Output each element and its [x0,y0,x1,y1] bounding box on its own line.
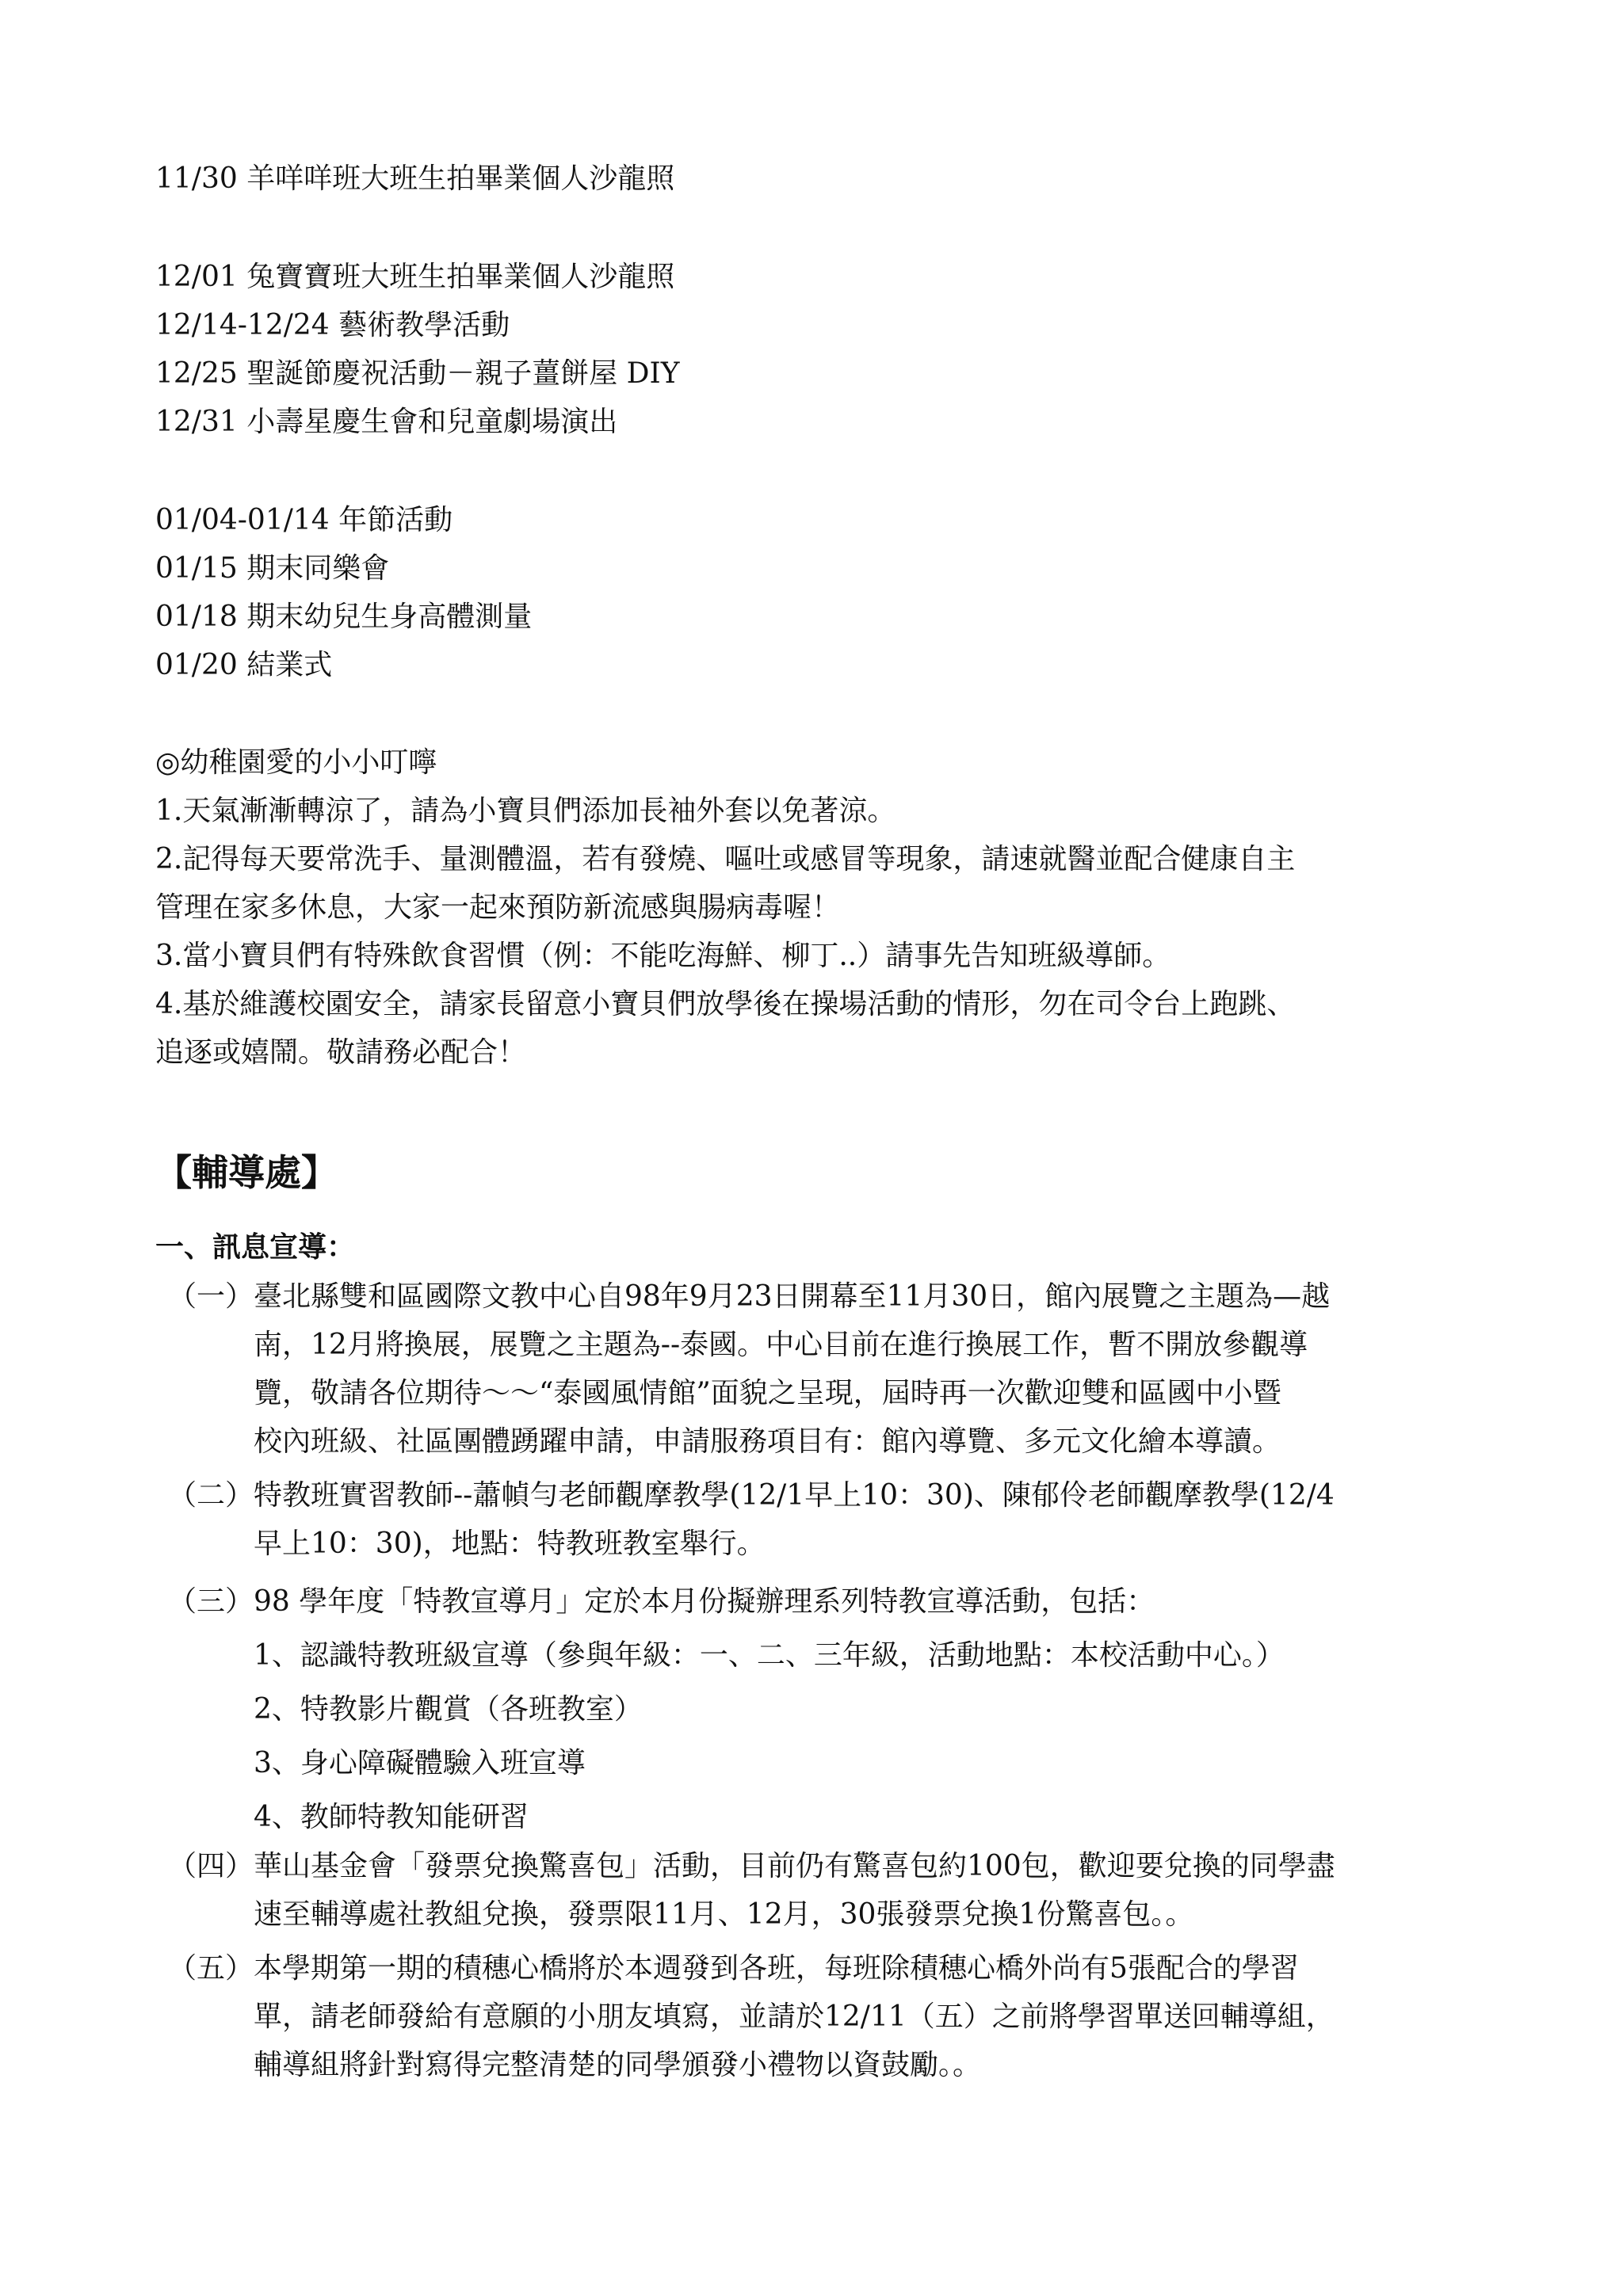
reminder-line: 4.基於維護校園安全，請家長留意小寶貝們放學後在操場活動的情形，勿在司令台上跑跳、 [155,988,1296,1020]
counseling-item-line: （一）臺北縣雙和區國際文教中心自98年9月23日開幕至11月30日，館內展覽之主題為—越 [168,1280,1331,1313]
counseling-item-line: 輔導組將針對寫得完整清楚的同學頒發小禮物以資鼓勵。。 [254,2049,982,2081]
counseling-item-line: （四）華山基金會「發票兌換驚喜包」活動，目前仍有驚喜包約100包，歡迎要兌換的同學盡 [168,1850,1335,1882]
counseling-item-line: 覽，敬請各位期待～～“泰國風情館”面貌之呈現，屆時再一次歡迎雙和區國中小暨 [254,1377,1281,1409]
counseling-item-line: 早上10：30)，地點：特教班教室舉行。 [254,1527,766,1560]
schedule-entry: 01/20 結業式 [155,649,333,681]
counseling-item-line: 校內班級、社區團體踴躍申請，申請服務項目有：館內導覽、多元文化繪本導讀。 [254,1425,1281,1458]
schedule-entry: 12/25 聖誕節慶祝活動－親子薑餅屋 DIY [155,357,680,390]
reminder-line: 管理在家多休息，大家一起來預防新流感與腸病毒喔！ [155,891,841,924]
counseling-item-line: 單，請老師發給有意願的小朋友填寫，並請於12/11（五）之前將學習單送回輔導組， [254,2000,1335,2033]
counseling-item-line: 4、教師特教知能研習 [254,1801,529,1833]
reminder-line: 2.記得每天要常洗手、量測體溫，若有發燒、嘔吐或感冒等現象，請速就醫並配合健康自主 [155,843,1296,875]
reminder-line: 1.天氣漸漸轉涼了，請為小寶貝們添加長袖外套以免著涼。 [155,795,896,827]
schedule-entry: 11/30 羊咩咩班大班生拍畢業個人沙龍照 [155,162,675,195]
counseling-item-line: （三）98 學年度「特教宣導月」定於本月份擬辦理系列特教宣導活動，包括： [168,1585,1155,1618]
section-subheading: 一、訊息宣導： [155,1231,356,1264]
counseling-item-line: 2、特教影片觀賞（各班教室） [254,1693,643,1726]
schedule-entry: 01/15 期末同樂會 [155,552,390,585]
counseling-item-line: 3、身心障礙體驗入班宣導 [254,1747,586,1779]
counseling-item-line: （二）特教班實習教師--蕭幀勻老師觀摩教學(12/1早上10：30)、陳郁伶老師觀摩教學(12/4 [168,1479,1335,1512]
counseling-item-line: 南，12月將換展，展覽之主題為--泰國。中心目前在進行換展工作，暫不開放參觀導 [254,1329,1308,1361]
schedule-entry: 01/18 期末幼兒生身高體測量 [155,601,533,633]
section-heading: 【輔導處】 [155,1151,338,1194]
schedule-entry: 12/14-12/24 藝術教學活動 [155,309,510,341]
reminder-line: 追逐或嬉鬧。敬請務必配合！ [155,1036,527,1069]
counseling-item-line: （五）本學期第一期的積穗心橋將於本週發到各班，每班除積穗心橋外尚有5張配合的學習 [168,1952,1299,1985]
schedule-entry: 01/04-01/14 年節活動 [155,504,453,536]
schedule-entry: 12/31 小壽星慶生會和兒童劇場演出 [155,406,618,438]
reminders-title: ◎幼稚園愛的小小叮嚀 [155,746,437,779]
reminder-line: 3.當小寶貝們有特殊飲食習慣（例：不能吃海鮮、柳丁..）請事先告知班級導師。 [155,940,1171,972]
counseling-item-line: 1、認識特教班級宣導（參與年級：一、二、三年級，活動地點：本校活動中心。） [254,1639,1285,1672]
counseling-item-line: 速至輔導處社教組兌換，發票限11月、12月，30張發票兌換1份驚喜包。。 [254,1898,1194,1931]
schedule-entry: 12/01 兔寶寶班大班生拍畢業個人沙龍照 [155,261,675,293]
